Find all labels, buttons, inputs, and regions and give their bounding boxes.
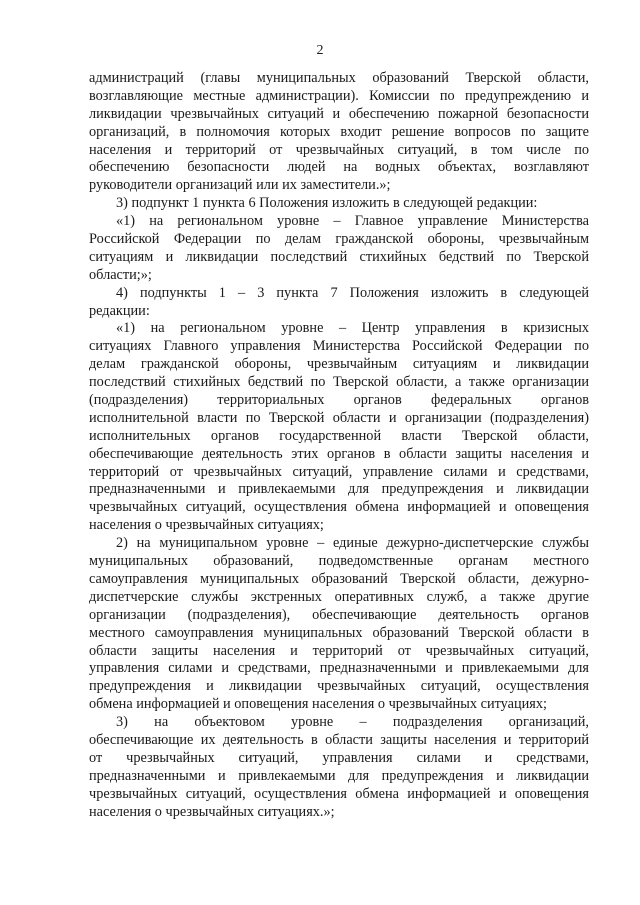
text-line: обеспечивающие их деятельность в области защиты населения и территорий: [89, 731, 589, 748]
text-line: территорий от чрезвычайных ситуаций, управление силами и средствами,: [89, 463, 589, 480]
text-line: диспетчерские службы экстренных оперативных служб, а также другие: [89, 588, 589, 605]
text-line: администраций (главы муниципальных образований Тверской области,: [89, 70, 589, 86]
text-line: населения и территорий от чрезвычайных ситуаций, в том числе по: [89, 141, 589, 158]
text-line: населения о чрезвычайных ситуациях.»;: [89, 803, 335, 820]
text-line: 3) подпункт 1 пункта 6 Положения изложить в следующей редакции:: [116, 195, 538, 212]
page-number: 2: [316, 43, 324, 58]
text-line: обеспечению безопасности людей на водных объектах, возглавляют: [89, 159, 589, 176]
text-line: ситуациям и ликвидации последствий стихийных бедствий по Тверской: [89, 248, 589, 265]
text-line: обеспечивающие деятельность этих органов в области защиты населения и: [89, 445, 589, 462]
text-line: ликвидации чрезвычайных ситуаций и обеспечению пожарной безопасности: [89, 105, 589, 122]
text-line: от чрезвычайных ситуаций, управления силами и средствами,: [89, 749, 589, 766]
text-line: предназначенными и привлекаемыми для предупреждения и ликвидации: [89, 481, 589, 498]
text-line: области защиты населения и территорий от чрезвычайных ситуаций,: [89, 642, 589, 659]
text-line: 2) на муниципальном уровне – единые дежурно-диспетчерские службы: [116, 535, 589, 552]
text-line: «1) на региональном уровне – Центр управления в кризисных: [116, 320, 589, 337]
text-line: организации (подразделения), обеспечивающие деятельность органов: [89, 606, 589, 623]
text-line: самоуправления муниципальных образований Тверской области, дежурно-: [89, 570, 589, 587]
text-line: населения о чрезвычайных ситуациях;: [89, 517, 324, 534]
text-line: чрезвычайных ситуаций, осуществления обмена информацией и оповещения: [89, 499, 589, 516]
text-line: обмена информацией и оповещения населения о чрезвычайных ситуациях;: [89, 696, 547, 713]
text-line: возглавляющие местные администрации). Комиссии по предупреждению и: [89, 87, 589, 104]
text-line: ситуациях Главного управления Министерства Российской Федерации по: [89, 338, 589, 355]
document-body: [89, 70, 589, 821]
text-line: чрезвычайных ситуаций, осуществления обмена информацией и оповещения: [89, 785, 589, 802]
text-line: исполнительных органов государственной власти Тверской области,: [89, 427, 589, 444]
text-line: местного самоуправления муниципальных образований Тверской области в: [89, 624, 589, 641]
text-line: редакции:: [89, 302, 150, 319]
text-line: Российской Федерации по делам гражданской обороны, чрезвычайным: [89, 231, 589, 248]
text-line: предупреждения и ликвидации чрезвычайных ситуаций, осуществления: [89, 678, 589, 695]
text-line: 3) на объектовом уровне – подразделения организаций,: [116, 714, 589, 731]
text-line: муниципальных образований, подведомственные органам местного: [89, 553, 589, 570]
text-line: руководители организаций или их заместители.»;: [89, 177, 391, 194]
text-line: предназначенными и привлекаемыми для предупреждения и ликвидации: [89, 767, 589, 784]
text-line: области;»;: [89, 266, 152, 283]
text-line: организаций, в полномочия которых входит решение вопросов по защите: [89, 123, 589, 140]
text-line: исполнительной власти по Тверской области и организации (подразделения): [89, 409, 589, 426]
text-line: «1) на региональном уровне – Главное управление Министерства: [116, 213, 589, 230]
text-line: управления силами и средствами, предназначенными и привлекаемыми для: [89, 660, 589, 677]
text-line: последствий стихийных бедствий по Тверской области, а также организации: [89, 374, 589, 391]
text-line: 4) подпункты 1 – 3 пункта 7 Положения изложить в следующей: [116, 284, 589, 301]
text-line: (подразделения) территориальных органов федеральных органов: [89, 392, 589, 409]
text-line: делам гражданской обороны, чрезвычайным ситуациям и ликвидации: [89, 356, 589, 373]
